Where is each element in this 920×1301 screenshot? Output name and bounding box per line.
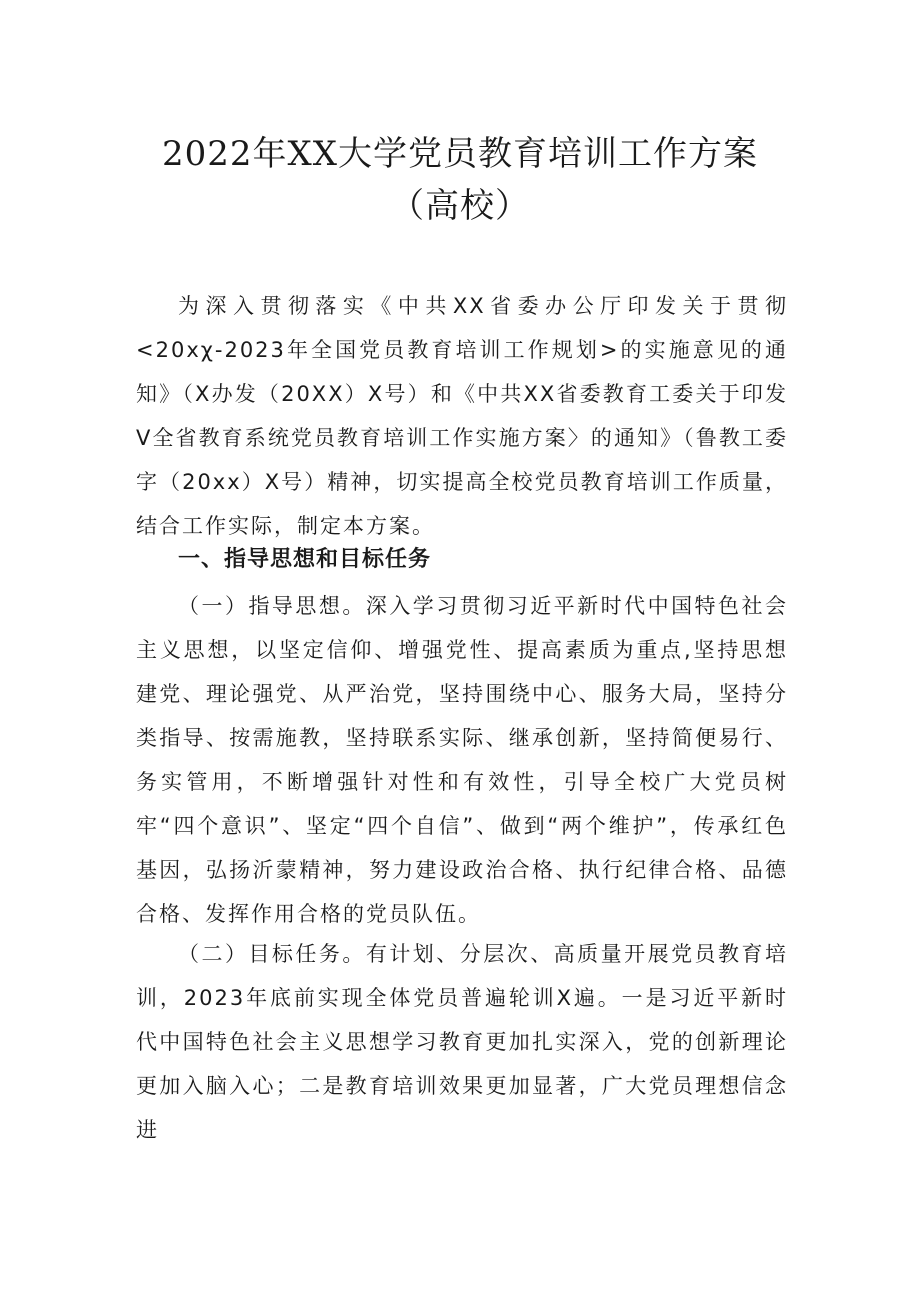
goals-paragraph: （二）目标任务。有计划、分层次、高质量开展党员教育培训，2023年底前实现全体党员普遍轮训X遍。一是习近平新时代中国特色社会主义思想学习教育更加扎实深入，党的创新理论更加入脑入心；二是教育培训效果更加显著，广大党员理想信念进 [136, 942, 788, 1142]
guiding-thought-paragraph: （一）指导思想。深入学习贯彻习近平新时代中国特色社会主义思想，以坚定信仰、增强党性、提高素质为重点,坚持思想建党、理论强党、从严治党，坚持围绕中心、服务大局，坚持分类指导、按需施教，坚持联系实际、继承创新，坚持简便易行、务实管用，不断增强针对性和有效性，引导全校广大党员树牢“四个意识”、坚定“四个自信”、做到“两个维护”，传承红色基因，弘扬沂蒙精神，努力建设政治合格、执行纪律合格、品德合格、发挥作用合格的党员队伍。 [136, 594, 788, 926]
intro-paragraph: 为深入贯彻落实《中共XX省委办公厅印发关于贯彻<20xχ-2023年全国党员教育培训工作规划>的实施意见的通知》（X办发（20XX）X号）和《中共XX省委教育工委关于印发Ⅴ全省教育系统党员教育培训工作实施方案〉的通知》（鲁教工委字（20xx）X号）精神，切实提高全校党员教育培训工作质量，结合工作实际，制定本方案。 [136, 294, 788, 538]
document-title: 2022年XX大学党员教育培训工作方案（高校） [162, 134, 758, 226]
section-heading-guiding-thought: 一、指导思想和目标任务 [178, 547, 432, 572]
